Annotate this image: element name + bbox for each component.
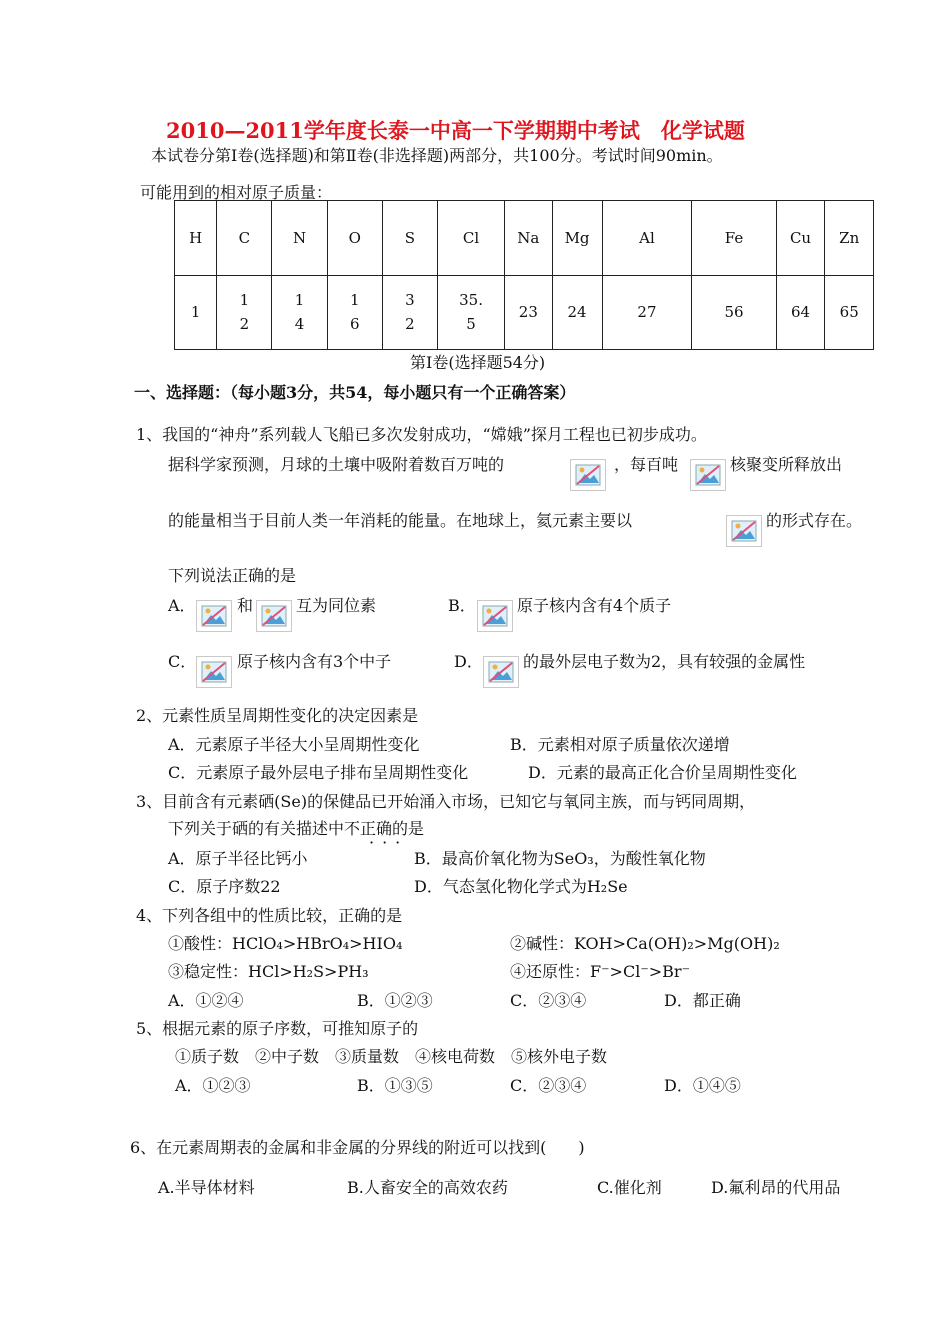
mass-cell: 14	[272, 275, 327, 350]
q4-statement-1: ①酸性：HClO₄>HBrO₄>HIO₄	[168, 934, 403, 953]
q1-line2b: ，每百吨	[614, 455, 679, 474]
q6-stem: 6、在元素周期表的金属和非金属的分界线的附近可以找到( )	[130, 1138, 585, 1157]
q6-option-c: C.催化剂	[597, 1178, 662, 1197]
mass-cell: 32	[382, 275, 437, 350]
mass-cell: 35.5	[438, 275, 505, 350]
q4-option-a: A．①②④	[168, 991, 244, 1010]
q1-line3b: 的形式存在。	[766, 511, 863, 530]
element-cell: Na	[505, 201, 553, 276]
q1-prompt: 下列说法正确的是	[168, 566, 297, 585]
q5-stem: 5、根据元素的原子序数，可推知原子的	[136, 1019, 419, 1038]
q4-stem: 4、下列各组中的性质比较，正确的是	[136, 906, 403, 925]
q1-option-d-label: D．	[454, 652, 483, 671]
q2-option-b: B．元素相对原子质量依次递增	[510, 735, 730, 754]
q5-option-b: B．①③⑤	[357, 1076, 433, 1095]
q3-option-b: B．最高价氧化物为SeO₃，为酸性氧化物	[414, 849, 706, 868]
q6-option-a: A.半导体材料	[158, 1178, 255, 1197]
element-cell: Fe	[692, 201, 776, 276]
intro-text: 本试卷分第Ⅰ卷(选择题)和第Ⅱ卷(非选择题)两部分，共100分。考试时间90min。	[151, 146, 723, 165]
q6-option-b: B.人畜安全的高效农药	[347, 1178, 508, 1197]
mass-cell: 64	[776, 275, 825, 350]
mass-row	[175, 275, 874, 350]
q4-statement-2: ②碱性：KOH>Ca(OH)₂>Mg(OH)₂	[510, 934, 780, 953]
mass-cell: 16	[327, 275, 382, 350]
isotope-image-icon	[196, 600, 232, 632]
part-one-heading: 第Ⅰ卷(选择题54分)	[410, 353, 546, 372]
mass-cell: 56	[692, 275, 776, 350]
q3-option-c: C．原子序数22	[168, 877, 281, 896]
q2-stem: 2、元素性质呈周期性变化的决定因素是	[136, 706, 419, 725]
q1-line2a: 据科学家预测，月球的土壤中吸附着数百万吨的	[168, 455, 505, 474]
mass-cell: 12	[217, 275, 272, 350]
section-one-heading: 一、选择题：（每小题3分，共54，每小题只有一个正确答案）	[134, 383, 576, 402]
element-row	[175, 201, 874, 276]
element-cell: Mg	[552, 201, 602, 276]
q2-option-d: D．元素的最高正化合价呈周期性变化	[528, 763, 797, 782]
q5-option-a: A．①②③	[175, 1076, 251, 1095]
q1-option-c-label: C．	[168, 652, 197, 671]
element-cell: C	[217, 201, 272, 276]
mass-label: 可能用到的相对原子质量：	[140, 183, 333, 202]
q4-option-d: D．都正确	[664, 991, 741, 1010]
q3-line2: 下列关于硒的有关描述中不正确的是	[168, 819, 425, 838]
q1-option-d-text: 的最外层电子数为2，具有较强的金属性	[523, 652, 806, 671]
isotope-image-icon	[570, 459, 606, 491]
q1-option-b-text: 原子核内含有4个质子	[517, 596, 672, 615]
q5-option-c: C．②③④	[510, 1076, 587, 1095]
element-cell: H	[175, 201, 217, 276]
exam-title: 2010—2011学年度长泰一中高一下学期期中考试 化学试题	[166, 118, 745, 143]
q3-option-a: A．原子半径比钙小	[168, 849, 308, 868]
q1-option-a-label: A．	[168, 596, 196, 615]
mass-cell: 1	[175, 275, 217, 350]
atomic-mass-table	[174, 200, 874, 350]
element-cell: Cl	[438, 201, 505, 276]
element-cell: Cu	[776, 201, 825, 276]
element-cell: Zn	[825, 201, 874, 276]
element-cell: O	[327, 201, 382, 276]
q2-option-a: A．元素原子半径大小呈周期性变化	[168, 735, 420, 754]
mass-cell: 24	[552, 275, 602, 350]
element-cell: Al	[602, 201, 692, 276]
emphasis-dots: ···	[369, 833, 409, 852]
q1-option-c-text: 原子核内含有3个中子	[237, 652, 392, 671]
isotope-image-icon	[477, 600, 513, 632]
q1-line1: 1、我国的“神舟”系列载人飞船已多次发射成功，“嫦娥”探月工程也已初步成功。	[136, 425, 707, 444]
q1-line3a: 的能量相当于目前人类一年消耗的能量。在地球上，氦元素主要以	[168, 511, 633, 530]
element-cell: S	[382, 201, 437, 276]
isotope-image-icon	[726, 515, 762, 547]
q5-items: ①质子数 ②中子数 ③质量数 ④核电荷数 ⑤核外电子数	[175, 1047, 608, 1066]
q1-option-a-text: 互为同位素	[296, 596, 377, 615]
q5-option-d: D．①④⑤	[664, 1076, 741, 1095]
q1-option-a-and: 和	[237, 596, 254, 615]
q3-line1: 3、目前含有元素硒(Se)的保健品已开始涌入市场，已知它与氧同主族，而与钙同周期，	[136, 792, 756, 811]
q6-option-d: D.氟利昂的代用品	[711, 1178, 841, 1197]
q4-statement-3: ③稳定性：HCl>H₂S>PH₃	[168, 962, 369, 981]
q4-option-c: C．②③④	[510, 991, 587, 1010]
q2-option-c: C．元素原子最外层电子排布呈周期性变化	[168, 763, 469, 782]
element-cell: N	[272, 201, 327, 276]
isotope-image-icon	[483, 656, 519, 688]
q4-option-b: B．①②③	[357, 991, 433, 1010]
isotope-image-icon	[196, 656, 232, 688]
q4-statement-4: ④还原性：F⁻>Cl⁻>Br⁻	[510, 962, 691, 981]
mass-cell: 65	[825, 275, 874, 350]
isotope-image-icon	[256, 600, 292, 632]
mass-cell: 23	[505, 275, 553, 350]
q3-option-d: D．气态氢化物化学式为H₂Se	[414, 877, 628, 896]
q1-line2c: 核聚变所释放出	[730, 455, 843, 474]
q1-option-b-label: B．	[448, 596, 476, 615]
mass-cell: 27	[602, 275, 692, 350]
isotope-image-icon	[690, 459, 726, 491]
